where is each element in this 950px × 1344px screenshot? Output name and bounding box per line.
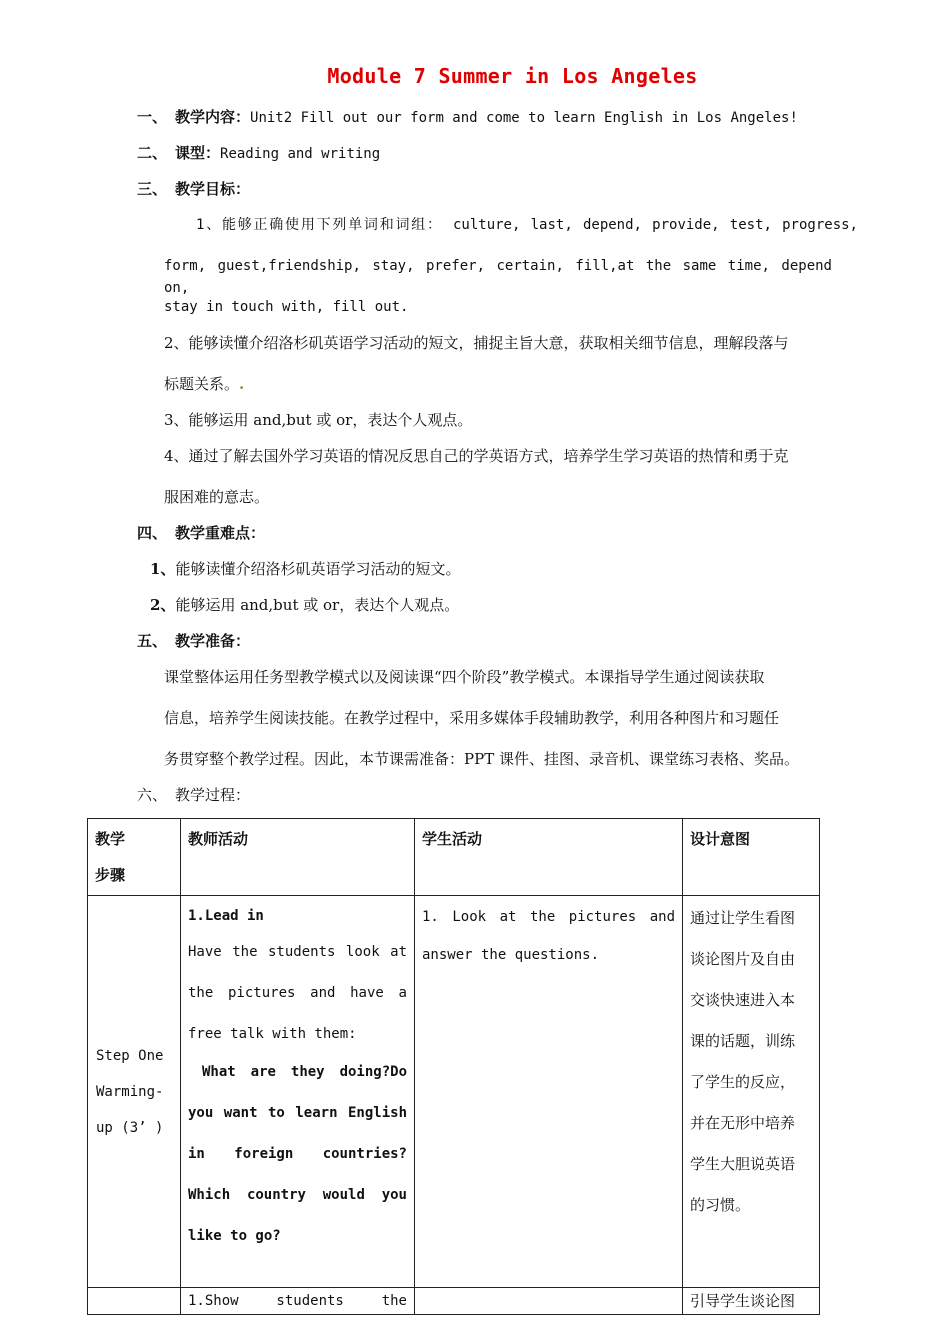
key-point-text: 能够读懂介绍洛杉矶英语学习活动的短文。 xyxy=(175,560,461,578)
table-header-row xyxy=(88,819,820,896)
design-line: 课的话题，训练 xyxy=(690,1032,796,1050)
header-step-line: 教学 xyxy=(95,830,126,848)
section-number: 一、 xyxy=(137,108,168,126)
student-activity-cell xyxy=(415,1288,683,1315)
design-line: 谈论图片及自由 xyxy=(690,950,796,968)
goal-4-line-1: 4、通过了解去国外学习英语的情况反思自己的学英语方式，培养学生学习英语的热情和勇于克 xyxy=(164,447,789,465)
goal-2-line-1: 2、能够读懂介绍洛杉矶英语学习活动的短文，捕捉主旨大意，获取相关细节信息，理解段落与 xyxy=(164,334,789,352)
teacher-question-line: Which country would you xyxy=(188,1187,407,1203)
key-point-number: 1、 xyxy=(150,560,176,578)
prep-line-2: 信息，培养学生阅读技能。在教学过程中，采用多媒体手段辅助教学，利用各种图片和习题任 xyxy=(164,709,780,727)
table-row xyxy=(88,1288,820,1315)
student-activity-line: 1. Look at the pictures and xyxy=(422,909,675,925)
teacher-activity-cell xyxy=(181,896,415,1288)
section-text: Reading and writing xyxy=(220,146,381,162)
section-number: 六、 xyxy=(137,786,168,804)
step-cell xyxy=(88,896,181,1288)
section-number: 二、 xyxy=(137,144,168,162)
table-row xyxy=(88,896,820,1288)
goal-4-line-2: 服困难的意志。 xyxy=(164,488,270,506)
page-title: Module 7 Summer in Los Angeles xyxy=(327,64,698,88)
section-process xyxy=(137,784,250,806)
key-point-1 xyxy=(150,558,460,580)
teacher-question-line: in foreign countries? xyxy=(188,1146,407,1162)
header-teacher: 教师活动 xyxy=(181,819,415,896)
design-line: 了学生的反应， xyxy=(690,1073,796,1091)
section-content xyxy=(137,106,798,129)
header-design: 设计意图 xyxy=(683,819,820,896)
goal-2-text: 标题关系。 xyxy=(164,375,240,393)
teacher-activity-line: the pictures and have a xyxy=(188,985,407,1001)
design-line: 并在无形中培养 xyxy=(690,1114,796,1132)
step-line: up (3’ ) xyxy=(96,1119,164,1136)
section-label: 课型： xyxy=(175,144,221,162)
teacher-question-line: like to go? xyxy=(188,1228,281,1244)
header-student: 学生活动 xyxy=(415,819,683,896)
section-number: 三、 xyxy=(137,180,168,198)
header-step xyxy=(88,819,181,896)
teaching-process-table xyxy=(87,818,820,1315)
key-point-text: 能够运用 and,but 或 or，表达个人观点。 xyxy=(175,596,460,614)
key-point-2 xyxy=(150,594,459,616)
key-point-number: 2、 xyxy=(150,596,176,614)
section-number: 四、 xyxy=(137,524,168,542)
section-label: 教学重难点： xyxy=(175,524,266,542)
goal-1-line-3: stay in touch with, fill out. xyxy=(164,299,409,315)
design-intent-cell xyxy=(683,896,820,1288)
step-line: Warming- xyxy=(96,1083,164,1100)
section-text: Unit2 Fill out our form and come to learn English in Los Angeles! xyxy=(250,110,798,126)
goal-1-line-2: form, guest,friendship, stay, prefer, certain, fill,at the same time, depend on, xyxy=(164,258,832,296)
step-cell xyxy=(88,1288,181,1315)
design-line: 通过让学生看图 xyxy=(690,909,796,927)
goal-2-dot: . xyxy=(239,375,245,393)
section-label: 教学目标： xyxy=(175,180,251,198)
section-goals xyxy=(137,178,250,200)
student-activity-cell xyxy=(415,896,683,1288)
section-label: 教学内容： xyxy=(175,108,251,126)
goal-3: 3、能够运用 and,but 或 or，表达个人观点。 xyxy=(164,411,473,429)
prep-line-3: 务贯穿整个教学过程。因此，本节课需准备：PPT 课件、挂图、录音机、课堂练习表格、奖品。 xyxy=(164,750,799,768)
section-key-points xyxy=(137,522,265,544)
design-line: 交谈快速进入本 xyxy=(690,991,796,1009)
design-line: 的习惯。 xyxy=(690,1196,751,1214)
teacher-activity-heading: 1.Lead in xyxy=(188,908,264,924)
prep-line-1: 课堂整体运用任务型教学模式以及阅读课“四个阶段”教学模式。本课指导学生通过阅读获取 xyxy=(164,668,765,686)
section-lesson-type xyxy=(137,142,380,165)
student-activity-line: answer the questions. xyxy=(422,947,600,963)
section-preparation xyxy=(137,630,250,652)
teacher-activity-line: Have the students look at xyxy=(188,944,407,960)
teacher-activity-cell: 1.Show students the xyxy=(181,1288,415,1315)
step-line: Step One xyxy=(96,1047,164,1064)
header-step-line: 步骤 xyxy=(95,866,126,884)
section-number: 五、 xyxy=(137,632,168,650)
design-line: 学生大胆说英语 xyxy=(690,1155,796,1173)
section-label: 教学准备： xyxy=(175,632,251,650)
goal-2-line-2 xyxy=(164,373,244,395)
design-intent-cell: 引导学生谈论图 xyxy=(683,1288,820,1315)
section-label: 教学过程： xyxy=(175,786,251,804)
teacher-activity-line: free talk with them: xyxy=(188,1026,357,1042)
teacher-question-line: you want to learn English xyxy=(188,1105,407,1121)
goal-1-line-1: 1、能够正确使用下列单词和词组： culture, last, depend, provide, test, progress, xyxy=(196,217,858,233)
teacher-question-line: What are they doing?Do xyxy=(202,1064,407,1080)
